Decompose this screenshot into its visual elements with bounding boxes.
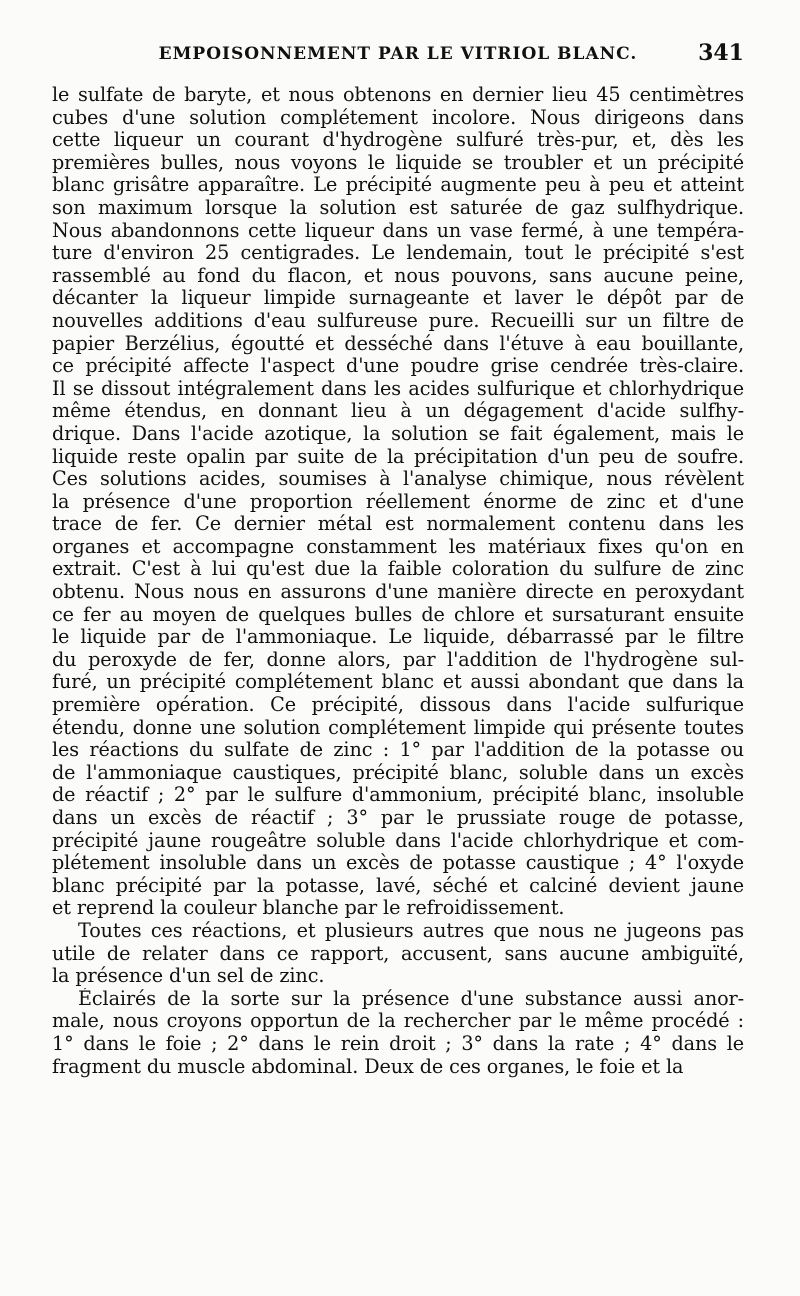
text-line: organes et accompagne constamment les matériaux fixes qu'on en (52, 535, 744, 558)
text-line: le sulfate de baryte, et nous obtenons en dernier lieu 45 centimètres (52, 84, 744, 106)
text-line: fragment du muscle abdominal. Deux de ces organes, le foie et la (52, 1055, 684, 1078)
text-line: précipité jaune rougeâtre soluble dans l'acide chlorhydrique et com- (52, 829, 744, 852)
text-line: papier Berzélius, égoutté et desséché dans l'étuve à eau bouillante, (52, 332, 744, 355)
text-line: male, nous croyons opportun de la rechercher par le même procédé : (52, 1010, 744, 1033)
text-line: les réactions du sulfate de zinc : 1° par l'addition de la potasse ou (52, 739, 744, 762)
text-line: de réactif ; 2° par le sulfure d'ammonium, précipité blanc, insoluble (52, 784, 744, 807)
text-line: première opération. Ce précipité, dissous dans l'acide sulfurique (52, 694, 744, 717)
text-line: cette liqueur un courant d'hydrogène sulfuré très-pur, et, dès les (52, 129, 744, 152)
text-line: Nous abandonnons cette liqueur dans un vase fermé, à une tempéra- (52, 219, 744, 242)
text-line: premières bulles, nous voyons le liquide se troubler et un précipité (52, 151, 744, 174)
paragraph (52, 84, 744, 920)
text-line: le liquide par de l'ammoniaque. Le liquide, débarrassé par le filtre (52, 626, 744, 649)
text-line: 1° dans le foie ; 2° dans le rein droit ; 3° dans la rate ; 4° dans le (52, 1032, 744, 1055)
text-line: dans un excès de réactif ; 3° par le prussiate rouge de potasse, (52, 807, 744, 829)
text-line: drique. Dans l'acide azotique, la solution se fait également, mais le (52, 422, 744, 445)
text-line: trace de fer. Ce dernier métal est normalement contenu dans les (52, 513, 744, 536)
text-line: ce précipité affecte l'aspect d'une poudre grise cendrée très-claire. (52, 355, 744, 378)
text-line: Il se dissout intégralement dans les acides sulfurique et chlorhydrique (52, 377, 744, 400)
running-title: EMPOISONNEMENT PAR LE VITRIOL BLANC. (158, 44, 638, 64)
text-line: cubes d'une solution complétement incolore. Nous dirigeons dans (52, 106, 744, 129)
running-head (52, 38, 744, 72)
text-line: extrait. C'est à lui qu'est due la faible coloration du sulfure de zinc (52, 558, 744, 581)
text-line: rassemblé au fond du flacon, et nous pouvons, sans aucune peine, (52, 264, 744, 287)
text-line: obtenu. Nous nous en assurons d'une manière directe en peroxydant (52, 581, 744, 604)
text-line: étendu, donne une solution complétement limpide qui présente toutes (52, 716, 744, 739)
body-text (52, 84, 744, 1078)
text-line: Toutes ces réactions, et plusieurs autres que nous ne jugeons pas (78, 919, 744, 942)
text-line: blanc grisâtre apparaître. Le précipité augmente peu à peu et atteint (52, 174, 744, 197)
text-line: et reprend la couleur blanche par le refroidissement. (52, 897, 565, 920)
text-line: du peroxyde de fer, donne alors, par l'addition de l'hydrogène sul- (52, 648, 744, 671)
text-line: décanter la liqueur limpide surnageante et laver le dépôt par de (52, 287, 744, 310)
text-line: ce fer au moyen de quelques bulles de chlore et sursaturant ensuite (52, 603, 744, 626)
text-line: blanc précipité par la potasse, lavé, séché et calciné devient jaune (52, 874, 744, 897)
text-line: de l'ammoniaque caustiques, précipité blanc, soluble dans un excès (52, 761, 744, 784)
text-line: Éclairés de la sorte sur la présence d'une substance aussi anor- (78, 987, 744, 1010)
text-line: ture d'environ 25 centigrades. Le lendemain, tout le précipité s'est (52, 242, 744, 265)
paragraph (52, 920, 744, 988)
text-line: nouvelles additions d'eau sulfureuse pure. Recueilli sur un filtre de (52, 309, 744, 332)
text-line: plétement insoluble dans un excès de potasse caustique ; 4° l'oxyde (52, 852, 744, 875)
text-line: Ces solutions acides, soumises à l'analyse chimique, nous révèlent (52, 468, 744, 491)
text-line: la présence d'un sel de zinc. (52, 965, 325, 988)
text-line: liquide reste opalin par suite de la précipitation d'un peu de soufre. (52, 445, 744, 468)
text-line: furé, un précipité complétement blanc et aussi abondant que dans la (52, 671, 744, 694)
paragraph (52, 988, 744, 1078)
text-line: la présence d'une proportion réellement énorme de zinc et d'une (52, 490, 744, 513)
text-line: même étendus, en donnant lieu à un dégagement d'acide sulfhy- (52, 400, 744, 423)
text-line: son maximum lorsque la solution est saturée de gaz sulfhydrique. (52, 196, 744, 219)
text-line: utile de relater dans ce rapport, accusent, sans aucune ambiguïté, (52, 942, 744, 965)
page-number: 341 (698, 40, 744, 66)
